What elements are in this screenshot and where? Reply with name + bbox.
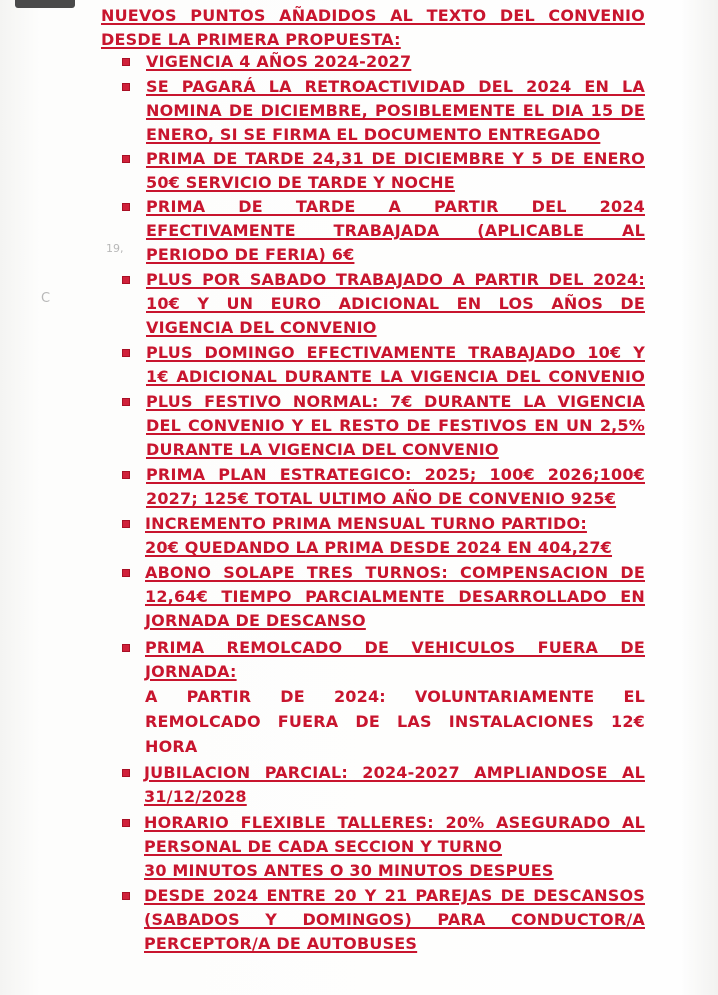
bullet-icon: [122, 83, 130, 91]
list-item-line: PRIMA DE TARDE 24,31 DE DICIEMBRE Y 5 DE ENERO: [146, 149, 645, 168]
list-item-line: PRIMA DE TARDE A PARTIR DEL 2024: [146, 197, 645, 216]
list-item-detail-line: A PARTIR DE 2024: VOLUNTARIAMENTE EL: [145, 687, 645, 706]
bullet-icon: [122, 276, 130, 284]
heading-line: NUEVOS PUNTOS AÑADIDOS AL TEXTO DEL CONVENIO: [101, 6, 645, 25]
list-item-line: PERIODO DE FERIA) 6€: [146, 245, 355, 264]
bullet-icon: [122, 398, 130, 406]
list-item-line: SE PAGARÁ LA RETROACTIVIDAD DEL 2024 EN LA: [146, 77, 645, 96]
list-item-line: EFECTIVAMENTE TRABAJADA (APLICABLE AL: [146, 221, 645, 240]
list-item-detail-line: REMOLCADO FUERA DE LAS INSTALACIONES 12€: [145, 712, 645, 731]
bullet-icon: [122, 471, 130, 479]
bullet-icon: [122, 203, 130, 211]
margin-mark: 19,: [106, 242, 124, 255]
list-item-line: DURANTE LA VIGENCIA DEL CONVENIO: [146, 440, 499, 459]
bullet-icon: [122, 58, 130, 66]
bullet-icon: [122, 819, 130, 827]
list-item-line: (SABADOS Y DOMINGOS) PARA CONDUCTOR/A: [144, 910, 645, 929]
bullet-icon: [122, 892, 130, 900]
list-item-line: DESDE 2024 ENTRE 20 Y 21 PAREJAS DE DESCANSOS: [144, 886, 645, 905]
list-item-line: 20€ QUEDANDO LA PRIMA DESDE 2024 EN 404,27€: [145, 538, 613, 557]
list-item-line: HORARIO FLEXIBLE TALLERES: 20% ASEGURADO AL: [144, 813, 645, 832]
list-item-line: ABONO SOLAPE TRES TURNOS: COMPENSACION DE: [145, 563, 645, 582]
list-item-line: PLUS POR SABADO TRABAJADO A PARTIR DEL 2024:: [146, 270, 645, 289]
list-item-line: PLUS FESTIVO NORMAL: 7€ DURANTE LA VIGENCIA: [146, 392, 645, 411]
list-item-line: PLUS DOMINGO EFECTIVAMENTE TRABAJADO 10€ Y: [146, 343, 645, 362]
list-item-line: PRIMA REMOLCADO DE VEHICULOS FUERA DE: [145, 638, 645, 657]
bullet-icon: [122, 349, 130, 357]
bullet-icon: [122, 520, 130, 528]
heading-line: DESDE LA PRIMERA PROPUESTA:: [101, 30, 401, 49]
list-item-line: 31/12/2028: [144, 787, 247, 806]
list-item-line: PERCEPTOR/A DE AUTOBUSES: [144, 934, 418, 953]
list-item-line: 30 MINUTOS ANTES O 30 MINUTOS DESPUES: [144, 861, 554, 880]
bullet-icon: [122, 569, 130, 577]
list-item-line: DEL CONVENIO Y EL RESTO DE FESTIVOS EN UN 2,5%: [146, 416, 645, 435]
list-item-detail-line: HORA: [145, 737, 198, 756]
list-item-line: 10€ Y UN EURO ADICIONAL EN LOS AÑOS DE: [146, 294, 645, 313]
bullet-icon: [122, 644, 130, 652]
list-item-line: 50€ SERVICIO DE TARDE Y NOCHE: [146, 173, 455, 192]
list-item-line: JUBILACION PARCIAL: 2024-2027 AMPLIANDOSE AL: [144, 763, 645, 782]
list-item-line: VIGENCIA 4 AÑOS 2024-2027: [146, 52, 412, 71]
list-item-line: PERSONAL DE CADA SECCION Y TURNO: [144, 837, 503, 856]
list-item-line: JORNADA:: [145, 662, 237, 681]
list-item-line: ENERO, SI SE FIRMA EL DOCUMENTO ENTREGADO: [146, 125, 601, 144]
bullet-icon: [122, 769, 130, 777]
list-item-line: VIGENCIA DEL CONVENIO: [146, 318, 377, 337]
list-item-line: PRIMA PLAN ESTRATEGICO: 2025; 100€ 2026;100€: [146, 465, 645, 484]
list-item-line: NOMINA DE DICIEMBRE, POSIBLEMENTE EL DIA 15 DE: [146, 101, 645, 120]
list-item-line: JORNADA DE DESCANSO: [145, 611, 366, 630]
bullet-icon: [122, 155, 130, 163]
list-item-line: 12,64€ TIEMPO PARCIALMENTE DESARROLLADO EN: [145, 587, 645, 606]
list-item-line: INCREMENTO PRIMA MENSUAL TURNO PARTIDO:: [145, 514, 587, 533]
margin-mark: C: [41, 291, 51, 306]
list-item-line: 1€ ADICIONAL DURANTE LA VIGENCIA DEL CONVENIO: [146, 367, 645, 386]
list-item-line: 2027; 125€ TOTAL ULTIMO AÑO DE CONVENIO 925€: [146, 489, 617, 508]
